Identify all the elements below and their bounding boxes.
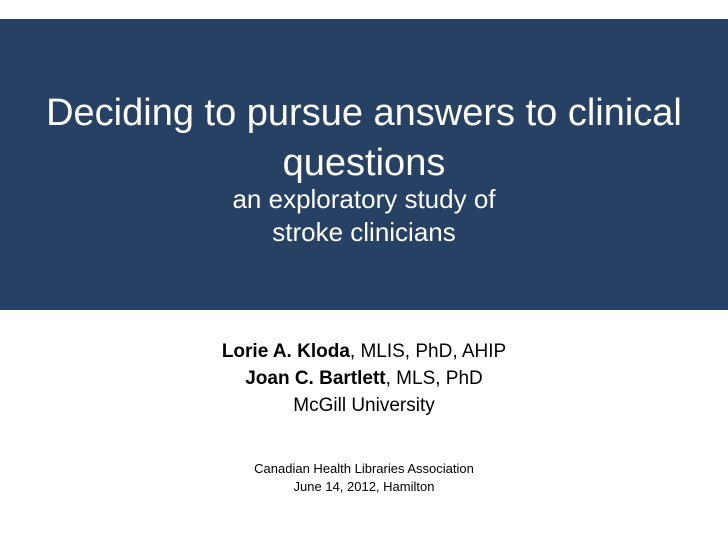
author-name: Lorie A. Kloda [221, 341, 350, 362]
event-info [0, 460, 728, 496]
affiliation: McGill University [293, 395, 435, 416]
slide-title-line-2: questions [282, 142, 446, 184]
author-line [0, 338, 728, 365]
author-block [0, 338, 728, 419]
author-name: Joan C. Bartlett [245, 368, 386, 389]
slide-subtitle [0, 183, 728, 249]
slide-subtitle-line-2: stroke clinicians [272, 217, 456, 247]
slide-title [0, 88, 728, 188]
slide-title-line-1: Deciding to pursue answers to clinical [46, 92, 682, 134]
author-line [0, 365, 728, 392]
slide-subtitle-line-1: an exploratory study of [232, 184, 496, 214]
event-organization: Canadian Health Libraries Association [254, 461, 474, 476]
event-date-location: June 14, 2012, Hamilton [293, 479, 435, 494]
author-credentials: , MLIS, PhD, AHIP [349, 341, 507, 362]
author-credentials: , MLS, PhD [385, 368, 483, 389]
